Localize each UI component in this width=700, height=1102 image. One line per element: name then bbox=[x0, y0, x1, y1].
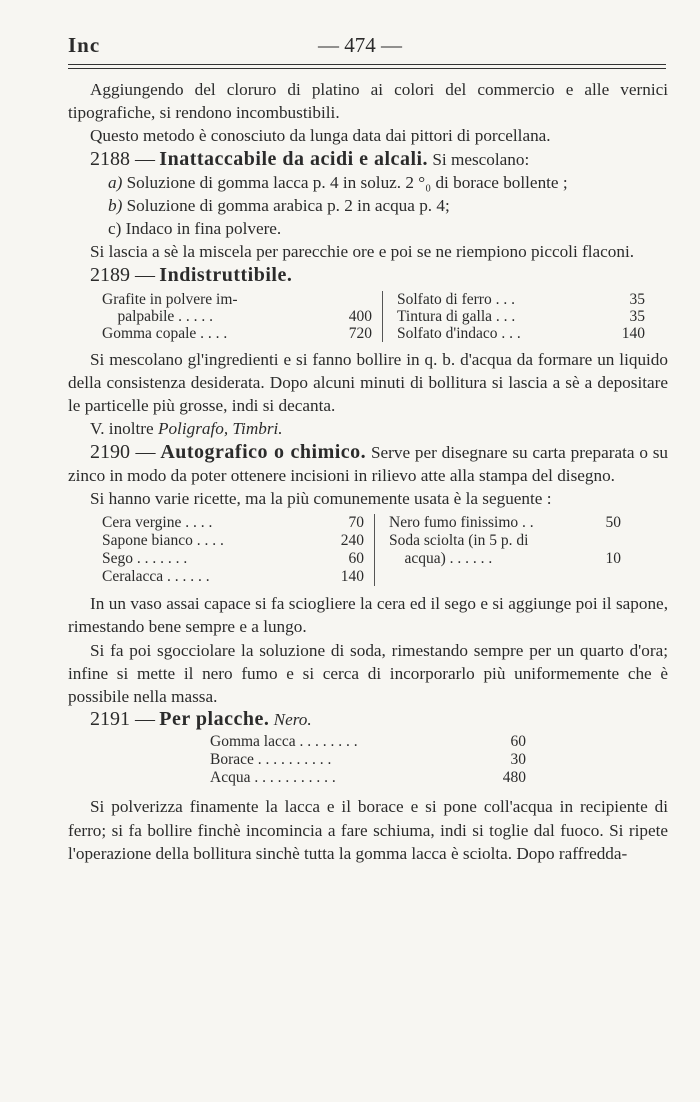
header-rule bbox=[68, 64, 666, 65]
cross-reference-prefix: V. inoltre bbox=[90, 419, 158, 439]
ingredient-name: Tintura di galla . . . bbox=[397, 307, 516, 325]
item-text: Soluzione di gomma arabica p. 2 in acqua p. 4; bbox=[122, 196, 450, 216]
ingredient-name: Grafite in polvere im- bbox=[102, 290, 238, 308]
table-row bbox=[397, 325, 645, 342]
table-row bbox=[102, 325, 372, 342]
table-col-left bbox=[102, 514, 375, 586]
ingredient-qty: 50 bbox=[605, 514, 621, 532]
table-row bbox=[389, 550, 621, 568]
ingredient-qty: 35 bbox=[629, 290, 645, 308]
entry-number: 2189 — bbox=[90, 263, 155, 286]
ingredient-name: Cera vergine . . . . bbox=[102, 514, 213, 532]
page-body bbox=[68, 78, 668, 865]
ingredient-qty bbox=[589, 532, 621, 550]
table-row bbox=[102, 568, 364, 586]
ingredient-qty: 400 bbox=[348, 307, 372, 325]
entry-title: Indistruttibile. bbox=[159, 263, 293, 286]
table-row bbox=[102, 514, 364, 532]
ingredient-name: Borace . . . . . . . . . . bbox=[210, 751, 332, 769]
ingredients-table-2190 bbox=[102, 514, 668, 586]
table-row bbox=[397, 291, 645, 308]
ingredient-qty: 35 bbox=[629, 307, 645, 325]
paragraph: Aggiungendo del cloruro di platino ai colori del commercio e alle vernici tipografiche, si rendono incombustibili. bbox=[68, 80, 668, 123]
ingredient-qty bbox=[340, 291, 372, 308]
cross-reference bbox=[68, 417, 668, 440]
table-row bbox=[389, 514, 621, 532]
paragraph: Si hanno varie ricette, ma la più comunemente usata è la seguente : bbox=[90, 489, 552, 509]
entry-2191 bbox=[68, 708, 668, 731]
table-row bbox=[210, 751, 526, 769]
ingredient-name: Acqua . . . . . . . . . . . bbox=[210, 769, 336, 787]
ingredient-qty: 720 bbox=[348, 324, 372, 342]
ingredient-name: Nero fumo finissimo . . bbox=[389, 514, 534, 532]
entry-number: 2188 — bbox=[90, 147, 155, 170]
entry-text: Serve per disegnare su carta preparata o su zinco in modo da poter ottenere incisioni in rilievo atte alla stampa del disegno. bbox=[68, 442, 669, 485]
item-text: Indaco in fina polvere. bbox=[121, 219, 282, 239]
ingredient-qty: 240 bbox=[340, 532, 364, 550]
paragraph: Si mescolano gl'ingredienti e si fanno bollire in q. b. d'acqua da formare un liquido della consistenza desiderata. Dopo alcuni minuti di bollitura si lascia a sè a depositare le particelle più grosse, indi si decanta. bbox=[68, 349, 668, 416]
ingredient-name: Soda sciolta (in 5 p. di bbox=[389, 532, 529, 550]
table-row bbox=[210, 769, 526, 787]
entry-text: Si mescolano: bbox=[428, 149, 530, 169]
table-row bbox=[102, 532, 364, 550]
table-row bbox=[102, 291, 372, 308]
ingredient-qty: 60 bbox=[348, 550, 364, 568]
table-row bbox=[389, 532, 621, 550]
paragraph: Si lascia a sè la miscela per parecchie ore e poi se ne riempiono piccoli flaconi. bbox=[90, 242, 635, 262]
entry-title: Inattaccabile da acidi e alcali. bbox=[159, 147, 429, 170]
ingredient-name: palpabile . . . . . bbox=[102, 307, 214, 325]
entry-title: Per placche. bbox=[159, 708, 270, 731]
page-number: — 474 — bbox=[318, 33, 402, 57]
table-col-right bbox=[375, 514, 621, 586]
ingredient-name: Solfato di ferro . . . bbox=[397, 290, 515, 308]
ingredient-name: Sego . . . . . . . bbox=[102, 550, 188, 568]
ingredient-qty: 480 bbox=[502, 769, 526, 787]
ingredient-name: acqua) . . . . . . bbox=[389, 550, 493, 568]
table-col-left bbox=[102, 291, 383, 342]
ingredient-qty: 70 bbox=[348, 514, 364, 532]
ingredient-qty: 10 bbox=[605, 550, 621, 568]
table-row bbox=[210, 733, 526, 751]
table-row bbox=[397, 308, 645, 325]
ingredient-name: Solfato d'indaco . . . bbox=[397, 324, 521, 342]
cross-reference-terms: Poligrafo, Timbri. bbox=[157, 419, 283, 439]
ingredient-name: Gomma copale . . . . bbox=[102, 324, 228, 342]
entry-2189 bbox=[68, 264, 668, 287]
recipe-item-b bbox=[68, 194, 668, 217]
ingredient-qty: 60 bbox=[510, 733, 526, 751]
entry-2190 bbox=[68, 441, 668, 487]
item-label: b) bbox=[108, 196, 123, 216]
entry-title: Autografico o chimico. bbox=[160, 440, 367, 463]
ingredients-table-2189 bbox=[102, 291, 668, 342]
table-row bbox=[102, 308, 372, 325]
running-head: Inc bbox=[68, 33, 101, 57]
table-col-right bbox=[383, 291, 645, 342]
recipe-item-c bbox=[68, 217, 668, 240]
paragraph: Questo metodo è conosciuto da lunga data dai pittori di porcellana. bbox=[90, 126, 551, 146]
entry-subtitle: Nero. bbox=[273, 710, 312, 730]
ingredient-qty: 140 bbox=[340, 568, 364, 586]
table-row bbox=[102, 550, 364, 568]
header-rule-thin bbox=[68, 68, 666, 69]
item-label: a) bbox=[108, 172, 123, 192]
ingredient-name: Ceralacca . . . . . . bbox=[102, 568, 210, 586]
ingredient-qty: 30 bbox=[510, 751, 526, 769]
paragraph: Si fa poi sgocciolare la soluzione di soda, rimestando sempre per un quarto d'ora; infine si mette il nero fumo e si cerca di incorporarlo più uniformemente che è possibile nella massa. bbox=[68, 640, 668, 707]
entry-number: 2191 — bbox=[90, 708, 155, 731]
paragraph: In un vaso assai capace si fa sciogliere la cera ed il sego e si aggiunge poi il sapone, rimestando bene sempre e a lungo. bbox=[68, 594, 668, 637]
ingredient-name: Sapone bianco . . . . bbox=[102, 532, 224, 550]
entry-2188 bbox=[68, 148, 668, 171]
recipe-item-a bbox=[68, 171, 668, 194]
ingredients-table-2191 bbox=[210, 733, 526, 787]
item-label: c) bbox=[108, 219, 122, 239]
item-text: Soluzione di gomma lacca p. 4 in soluz. 2 °₀ di borace bollente ; bbox=[122, 172, 568, 192]
entry-number: 2190 — bbox=[90, 440, 156, 463]
ingredient-name: Gomma lacca . . . . . . . . bbox=[210, 733, 358, 751]
paragraph: Si polverizza finamente la lacca e il borace e si pone coll'acqua in recipiente di ferro; si fa bollire finchè incomincia a fare schiuma, indi si toglie dal fuoco. Si ripete l'operazione della bollitura sinchè tutta la gomma lacca è sciolta. Dopo raffredda- bbox=[68, 797, 668, 863]
ingredient-qty: 140 bbox=[621, 324, 645, 342]
